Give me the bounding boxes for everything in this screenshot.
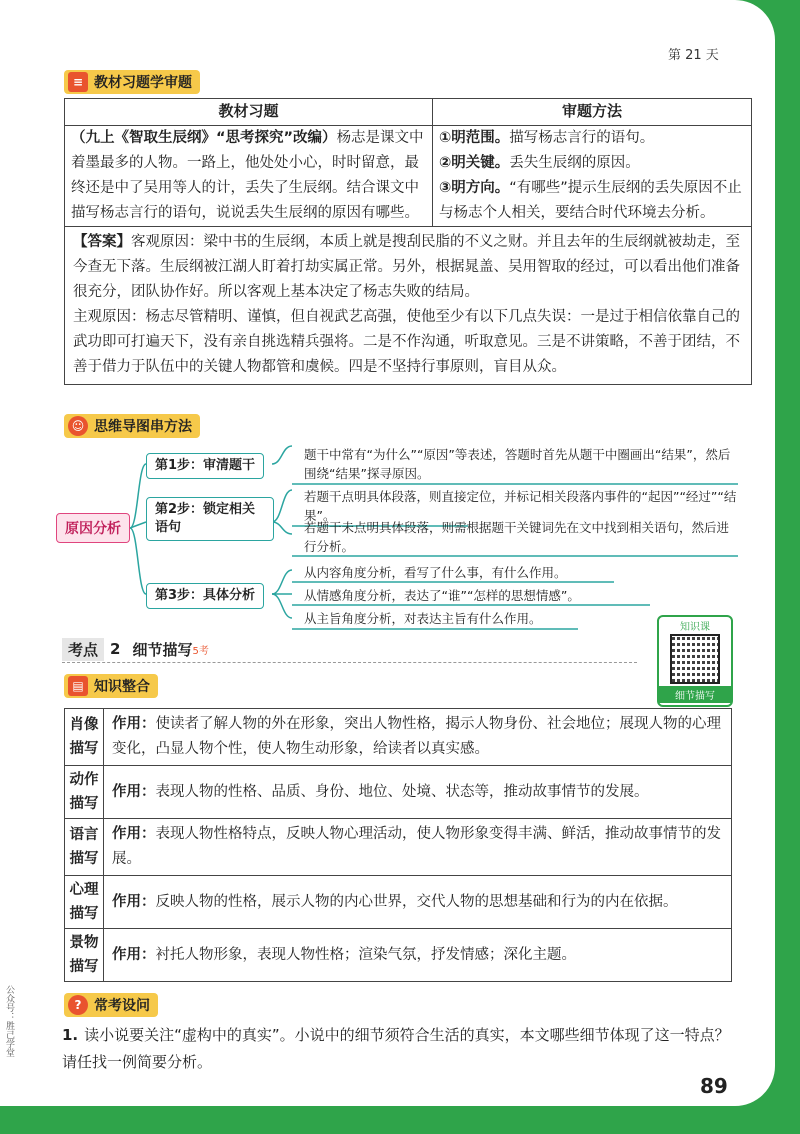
- mindmap-desc: 从内容角度分析，看写了什么事，有什么作用。: [304, 565, 567, 580]
- method-item: ③明方向。“有哪些”提示生辰纲的丢失原因不止与杨志个人相关，要结合时代环境去分析。: [439, 180, 742, 221]
- mindmap-desc: 从情感角度分析，表达了“谁”“怎样的思想情感”。: [304, 588, 580, 603]
- row-value: 作用：表现人物性格特点，反映人物心理活动，使人物形象变得丰满、鲜活，推动故事情节的发展。: [104, 819, 732, 876]
- day-label: 第 21 天: [668, 48, 719, 63]
- mindmap-desc: 若题干未点明具体段落，则需根据题干关键词先在文中找到相关语句，然后进行分析。: [304, 520, 730, 554]
- question-icon: ?: [68, 995, 88, 1015]
- table-row: [65, 819, 732, 876]
- section-mindmap-header: [64, 414, 200, 438]
- exercise-cell: [65, 126, 433, 227]
- exercise-text: 杨志是课文中着墨最多的人物。一路上，他处处小心，时时留意，最终还是中了吴用等人的计，丢失了生辰纲。结合课文中描写杨志言行的语句，说说丢失生辰纲的原因有哪些。: [71, 130, 424, 221]
- col-header: 审题方法: [433, 99, 752, 126]
- section-title: 教材习题学审题: [94, 75, 192, 91]
- qr-code-card[interactable]: [657, 615, 733, 707]
- qr-bottom-label: 细节描写: [659, 686, 731, 703]
- answer-subjective: 主观原因：杨志尽管精明、谨慎，但自视武艺高强，使他至少有以下几点失误：一是过于相信依靠自己的武功即可打遍天下，没有亲自挑选精兵强将。二是不作沟通，听取意见。三是不讲策略，不善于团结，不善于借力于队伍中的关键人物都管和虞候。四是不坚持行事原则，盲目从众。: [73, 309, 740, 375]
- row-value: 作用：使读者了解人物的外在形象，突出人物性格，揭示人物身份、社会地位；展现人物的心理变化，凸显人物个性，使人物生动形象，给读者以真实感。: [104, 709, 732, 766]
- mindmap-root: 原因分析: [56, 513, 130, 543]
- mindmap-step-3: 第3步：具体分析: [146, 583, 264, 609]
- col-header: 教材习题: [65, 99, 433, 126]
- section-title: 思维导图串方法: [94, 419, 192, 435]
- kaodian-tag: 考点: [62, 638, 104, 661]
- row-key: 语言描写: [65, 819, 104, 876]
- kaodian-frequency: 5考: [192, 645, 209, 657]
- row-key: 心理描写: [65, 876, 104, 929]
- textbook-exercise-table: [64, 98, 752, 385]
- method-item: ①明范围。描写杨志言行的语句。: [439, 130, 655, 146]
- notebook-icon: ≡: [68, 72, 88, 92]
- kaodian-heading: [62, 636, 637, 663]
- kaodian-title: 细节描写: [132, 640, 193, 659]
- mindmap-desc: 从主旨角度分析，对表达主旨有什么作用。: [304, 611, 542, 626]
- row-value: 作用：表现人物的性格、品质、身份、地位、处境、状态等，推动故事情节的发展。: [104, 766, 732, 819]
- section-knowledge-header: [64, 674, 158, 698]
- mindmap-step-1: 第1步：审清题干: [146, 453, 264, 479]
- page-number: 89: [700, 1074, 728, 1098]
- mindmap-step-2: 第2步：锁定相关语句: [146, 497, 274, 541]
- kaodian-number: 2: [110, 640, 121, 658]
- side-watermark: 公众号：胜己学堂: [4, 985, 14, 1057]
- section-title: 知识整合: [94, 679, 150, 695]
- book-icon: ▤: [68, 676, 88, 696]
- answer-cell: [65, 227, 752, 385]
- question-number: 1.: [62, 1026, 79, 1044]
- table-row: [65, 766, 732, 819]
- section-title: 常考设问: [94, 998, 150, 1014]
- row-key: 动作描写: [65, 766, 104, 819]
- qr-code-icon: [670, 634, 720, 684]
- method-item: ②明关键。丢失生辰纲的原因。: [439, 155, 640, 171]
- exercise-source: （九上《智取生辰纲》“思考探究”改编）: [71, 130, 337, 146]
- table-row: [65, 929, 732, 982]
- mindmap-desc: 若题干点明具体段落，则直接定位，并标记相关段落内事件的“起因”“经过”“结果”。: [304, 489, 737, 523]
- table-row: [65, 709, 732, 766]
- knowledge-table: [64, 708, 732, 982]
- question-text: 读小说要关注“虚构中的真实”。小说中的细节须符合生活的真实，本文哪些细节体现了这一特点？请任找一例简要分析。: [62, 1026, 730, 1071]
- person-icon: ☺: [68, 416, 88, 436]
- table-row: [65, 876, 732, 929]
- row-value: 作用：衬托人物形象，表现人物性格；渲染气氛，抒发情感；深化主题。: [104, 929, 732, 982]
- row-value: 作用：反映人物的性格，展示人物的内心世界，交代人物的思想基础和行为的内在依据。: [104, 876, 732, 929]
- method-cell: [433, 126, 752, 227]
- row-key: 景物描写: [65, 929, 104, 982]
- question-1: [62, 1022, 742, 1076]
- section-questions-header: [64, 993, 158, 1017]
- qr-top-label: 知识课: [680, 622, 710, 633]
- row-key: 肖像描写: [65, 709, 104, 766]
- answer-objective: 【答案】客观原因：梁中书的生辰纲，本质上就是搜刮民脂的不义之财。并且去年的生辰纲就被劫走，至今查无下落。生辰纲被江湖人盯着打劫实属正常。另外，根据晁盖、吴用智取的经过，可以看出他们准备很充分，团队协作好。所以客观上基本决定了杨志失败的结局。: [73, 234, 740, 300]
- mindmap-desc: 题干中常有“为什么”“原因”等表述，答题时首先从题干中圈画出“结果”，然后围绕“结果”探寻原因。: [304, 447, 731, 481]
- mind-map: [0, 440, 775, 640]
- section-textbook-header: [64, 70, 200, 94]
